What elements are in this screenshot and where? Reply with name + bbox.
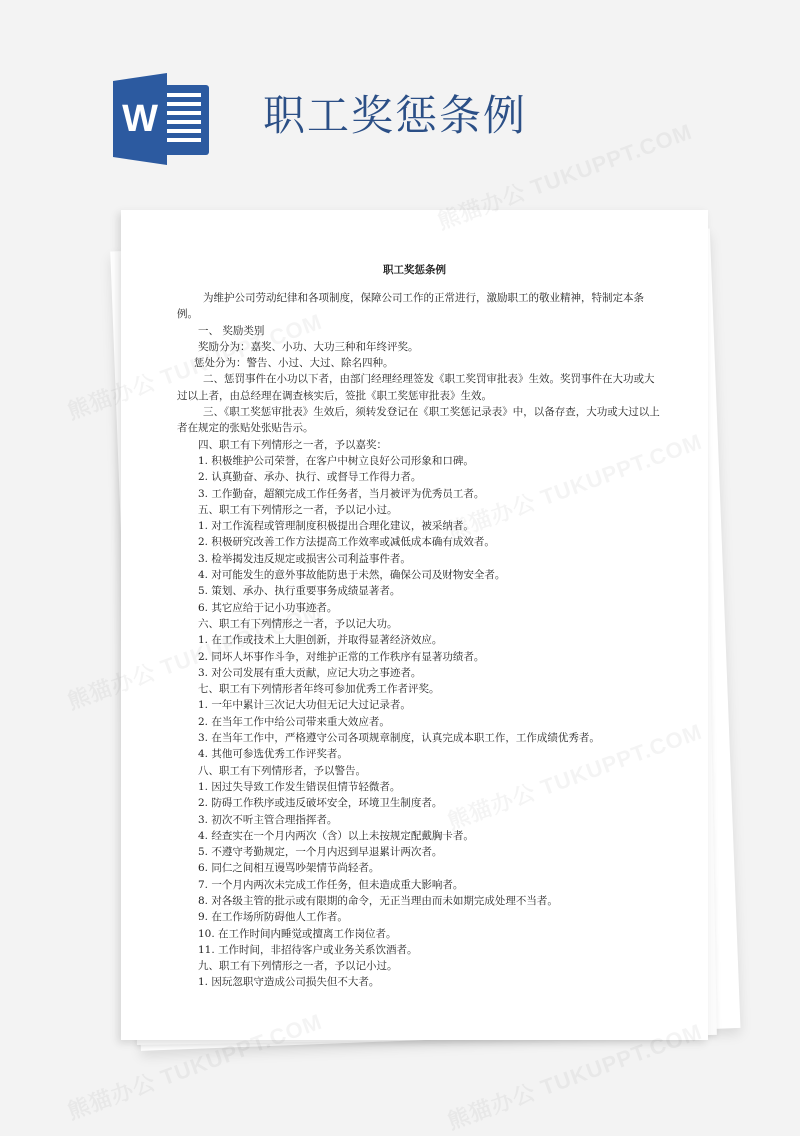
list-item: 2. 防碍工作秩序或违反破坏安全，环境卫生制度者。: [198, 797, 443, 810]
list-item: 4. 对可能发生的意外事故能防患于未然，确保公司及财物安全者。: [198, 569, 506, 582]
list-item: 5. 策划、承办、执行重要事务成绩显著者。: [198, 585, 401, 598]
list-item: 5. 不遵守考勤规定，一个月内迟到早退累计两次者。: [198, 846, 443, 859]
list-item: 2. 认真勤奋、承办、执行、或督导工作得力者。: [198, 471, 422, 484]
list-item: 3. 在当年工作中，严格遵守公司各项规章制度，认真完成本职工作，工作成绩优秀者。: [198, 732, 600, 745]
list-item: 4. 其他可参选优秀工作评奖者。: [198, 748, 348, 761]
section-7-heading: 七、职工有下列情形者年终可参加优秀工作者评奖。: [198, 683, 440, 696]
reward-types: 奖励分为：嘉奖、小功、大功三种和年终评奖。: [198, 340, 419, 353]
section-3-paragraph: 三、《职工奖惩审批表》生效后，须转发登记在《职工奖惩记录表》中，以备存查，大功或大过以上者在规定的张贴处张贴告示。: [177, 406, 660, 435]
section-9-heading: 九、职工有下列情形之一者，予以记小过。: [198, 960, 398, 973]
list-item: 3. 初次不听主管合理指挥者。: [198, 813, 338, 826]
list-item: 1. 因玩忽职守造成公司损失但不大者。: [198, 976, 380, 989]
header-title: 职工奖惩条例: [263, 91, 528, 140]
list-item: 3. 检举揭发违反规定或损害公司利益事件者。: [198, 552, 411, 565]
section-1-heading: 一、 奖励类别: [198, 324, 265, 337]
section-4-heading: 四、职工有下列情形之一者，予以嘉奖：: [198, 438, 387, 451]
word-document-icon: [111, 73, 211, 165]
penalty-types: 惩处分为：警告、小过、大过、除名四种。: [194, 357, 394, 370]
list-item: 1. 因过失导致工作发生错误但情节轻微者。: [198, 780, 401, 793]
document-page: [121, 210, 708, 1040]
list-item: 9. 在工作场所防碍他人工作者。: [198, 911, 348, 924]
list-item: 3. 对公司发展有重大贡献，应记大功之事迹者。: [198, 666, 422, 679]
list-item: 11. 工作时间，非招待客户或业务关系饮酒者。: [198, 943, 418, 956]
section-8-heading: 八、职工有下列情形者，予以警告。: [198, 764, 366, 777]
list-item: 2. 在当年工作中给公司带来重大效应者。: [198, 715, 390, 728]
section-2-paragraph: 二、惩罚事件在小功以下者，由部门经理经理签发《职工奖罚审批表》生效。奖罚事件在大功或大过以上者，由总经理在调查核实后，签批《职工奖惩审批表》生效。: [177, 373, 655, 402]
svg-text:W: W: [122, 98, 158, 140]
list-item: 3. 工作勤奋，超额完成工作任务者，当月被评为优秀员工者。: [198, 487, 485, 500]
list-item: 8. 对各级主管的批示或有限期的命令，无正当理由而未如期完成处理不当者。: [198, 894, 558, 907]
header-banner: [0, 0, 800, 200]
list-item: 7. 一个月内两次未完成工作任务，但未造成重大影响者。: [198, 878, 464, 891]
document-body: [177, 290, 661, 991]
intro-paragraph: 为维护公司劳动纪律和各项制度，保障公司工作的正常进行，激励职工的敬业精神，特制定本条例。: [177, 292, 644, 321]
list-item: 4. 经查实在一个月内两次（含）以上未按规定配戴胸卡者。: [198, 829, 474, 842]
list-item: 1. 一年中累计三次记大功但无记大过记录者。: [198, 699, 411, 712]
list-item: 10. 在工作时间内睡觉或擅离工作岗位者。: [198, 927, 397, 940]
list-item: 2. 同坏人坏事作斗争，对维护正常的工作秩序有显著功绩者。: [198, 650, 485, 663]
list-item: 6. 同仁之间相互谩骂吵架情节尚轻者。: [198, 862, 380, 875]
list-item: 1. 对工作流程或管理制度积极提出合理化建议，被采纳者。: [198, 520, 474, 533]
list-item: 2. 积极研究改善工作方法提高工作效率或减低成本确有成效者。: [198, 536, 495, 549]
section-6-heading: 六、职工有下列情形之一者，予以记大功。: [198, 617, 398, 630]
list-item: 1. 在工作或技术上大胆创新，并取得显著经济效应。: [198, 634, 443, 647]
list-item: 1. 积极维护公司荣誉，在客户中树立良好公司形象和口碑。: [198, 454, 474, 467]
section-5-heading: 五、职工有下列情形之一者，予以记小过。: [198, 503, 398, 516]
document-title: 职工奖惩条例: [383, 264, 446, 276]
list-item: 6. 其它应给于记小功事迹者。: [198, 601, 338, 614]
